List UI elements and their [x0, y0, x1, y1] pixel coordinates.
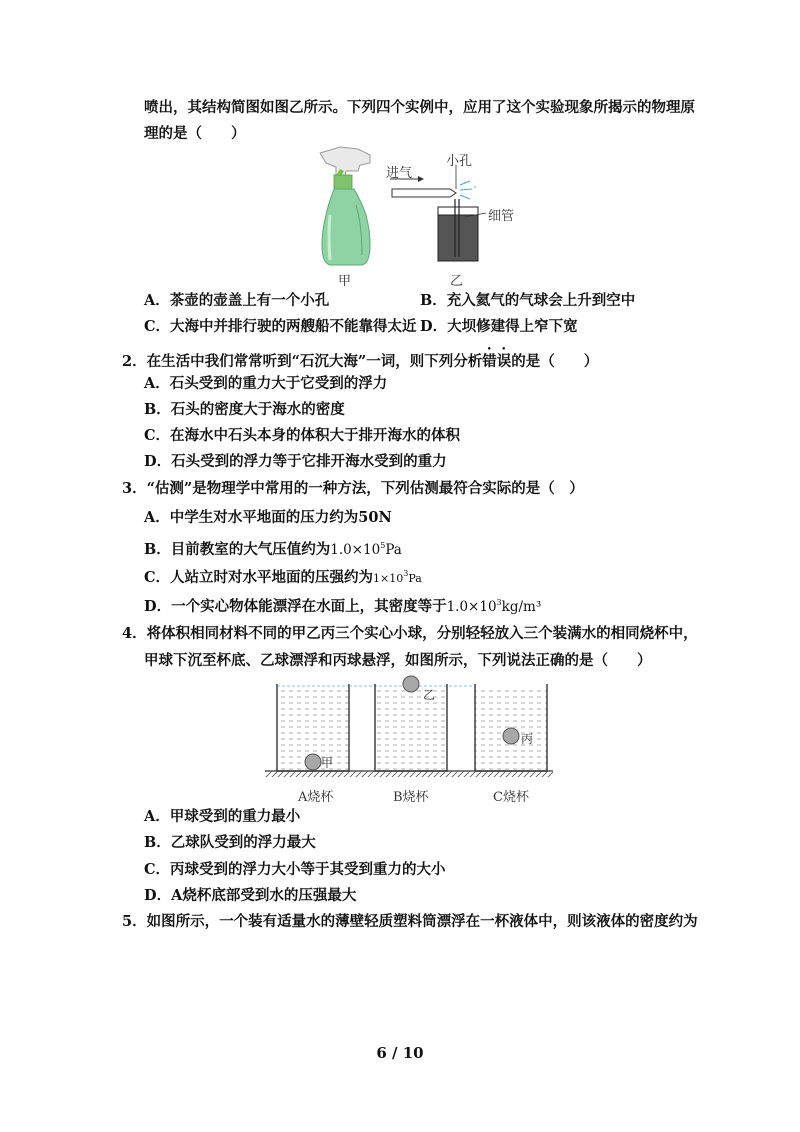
option-text: 一个实心物体能漂浮在水面上，其密度等于	[171, 598, 447, 615]
label-intake: 进气	[386, 166, 413, 181]
option-label: B．	[144, 834, 171, 851]
option-text: A烧杯底部受到水的压强最大	[171, 887, 357, 904]
option-formula: $1\times 10^3Pa$	[373, 569, 422, 585]
q3-option-c[interactable]	[144, 564, 422, 589]
beaker-a	[277, 684, 349, 771]
q1-option-c[interactable]	[144, 317, 417, 337]
q1-stem-line1: 喷出，其结构简图如图乙所示。下列四个实例中，应用了这个实验现象所揭示的物理原	[144, 99, 695, 116]
question-number: 2．	[122, 353, 147, 370]
option-label: D．	[144, 598, 172, 615]
ball-label-bing: 丙	[521, 732, 534, 746]
question-number: 5．	[122, 913, 147, 930]
option-label: D．	[144, 453, 172, 470]
option-text: 充入氦气的气球会上升到空中	[446, 292, 636, 309]
q3-option-d[interactable]	[144, 593, 541, 617]
q4-stem-line2: 甲球下沉至杯底、乙球漂浮和丙球悬浮，如图所示，下列说法正确的是（ ）	[144, 652, 652, 669]
option-label: A．	[144, 509, 170, 526]
q2-stem	[122, 344, 598, 372]
page-total: 10	[402, 1044, 424, 1062]
q3-stem	[122, 479, 584, 499]
option-formula: $1.0\times 10^3kg/m^3$	[446, 598, 542, 615]
beaker-label-c: C烧杯	[493, 790, 529, 805]
q1-stem-line2: 理的是（ ）	[144, 125, 246, 142]
q4-option-b[interactable]	[144, 833, 316, 853]
option-text: 大海中并排行驶的两艘船不能靠得太近	[170, 318, 417, 335]
beaker-c	[475, 684, 547, 771]
option-label: D．	[144, 887, 172, 904]
option-label: C．	[144, 318, 171, 335]
option-label: C．	[144, 569, 171, 586]
option-text: 丙球受到的浮力大小等于其受到重力的大小	[170, 861, 446, 878]
option-formula: $1.0\times 10^5Pa$	[330, 541, 402, 558]
ball-label-jia: 甲	[321, 756, 334, 770]
option-label: A．	[144, 292, 170, 309]
option-label: A．	[144, 808, 170, 825]
q2-option-b[interactable]	[144, 400, 345, 420]
question-number: 4．	[122, 625, 147, 642]
q3-option-a[interactable]	[144, 508, 392, 528]
q2-option-d[interactable]	[144, 452, 447, 472]
option-text: 人站立时对水平地面的压强约为	[170, 569, 374, 586]
q4-stem-text: 将体积相同材料不同的甲乙丙三个实心小球，分别轻轻放入三个装满水的相同烧杯中，	[146, 625, 698, 642]
q4-option-d[interactable]	[144, 886, 356, 906]
q2-stem-part-a: 在生活中我们常常听到“石沉大海”一词，则下列分析	[146, 353, 483, 370]
q3-stem-text: “估测”是物理学中常用的一种方法，下列估测最符合实际的是（ ）	[146, 480, 584, 497]
q2-stem-part-b: 的是（ ）	[511, 353, 599, 370]
page-separator: /	[386, 1044, 403, 1062]
option-label: B．	[420, 292, 447, 309]
option-text: 石头受到的浮力等于它排开海水受到的重力	[171, 453, 447, 470]
q5-stem-text: 如图所示，一个装有适量水的薄壁轻质塑料筒漂浮在一杯液体中，则该液体的密度约为	[146, 913, 698, 930]
option-label: B．	[144, 401, 171, 418]
q2-stem-emphasis: 错误	[482, 353, 512, 370]
option-label: D．	[420, 318, 448, 335]
label-thin-tube: 细管	[488, 209, 515, 224]
q3-option-b[interactable]	[144, 536, 402, 560]
ball-label-yi: 乙	[423, 688, 436, 702]
option-text: 在海水中石头本身的体积大于排开海水的体积	[170, 427, 461, 444]
q1-option-d[interactable]	[420, 317, 578, 337]
page-current: 6	[376, 1044, 387, 1062]
option-text: 茶壶的壶盖上有一个小孔	[169, 292, 330, 309]
beaker-b	[349, 676, 475, 771]
q4-option-a[interactable]	[144, 807, 300, 827]
q2-option-c[interactable]	[144, 426, 460, 446]
spray-bottle	[320, 147, 370, 265]
beaker-label-a: A烧杯	[298, 790, 334, 805]
option-label: C．	[144, 427, 171, 444]
label-small-hole: 小孔	[446, 154, 473, 169]
label-figure-yi: 乙	[450, 274, 464, 289]
q1-option-b[interactable]	[420, 291, 635, 311]
option-text: 目前教室的大气压值约为	[170, 541, 331, 558]
option-text: 石头受到的重力大于它受到的浮力	[169, 375, 388, 392]
q4-stem-line1	[122, 624, 698, 644]
option-text: 大坝修建得上窄下宽	[447, 318, 578, 335]
q2-option-a[interactable]	[144, 374, 387, 394]
page-number	[0, 1044, 800, 1062]
q5-stem	[122, 912, 698, 932]
label-figure-jia: 甲	[338, 274, 352, 289]
option-label: C．	[144, 861, 171, 878]
q1-option-a[interactable]	[144, 291, 329, 311]
q4-beakers-figure	[265, 676, 555, 778]
beaker-label-b: B烧杯	[393, 790, 429, 805]
option-text: 乙球队受到的浮力最大	[170, 834, 316, 851]
question-number: 3．	[122, 480, 147, 497]
option-text: 甲球受到的重力最小	[169, 808, 301, 825]
option-label: B．	[144, 541, 171, 558]
q4-option-c[interactable]	[144, 860, 446, 880]
option-label: A．	[144, 375, 170, 392]
option-text: 石头的密度大于海水的密度	[170, 401, 345, 418]
option-text: 中学生对水平地面的压力约为50N	[169, 509, 392, 526]
